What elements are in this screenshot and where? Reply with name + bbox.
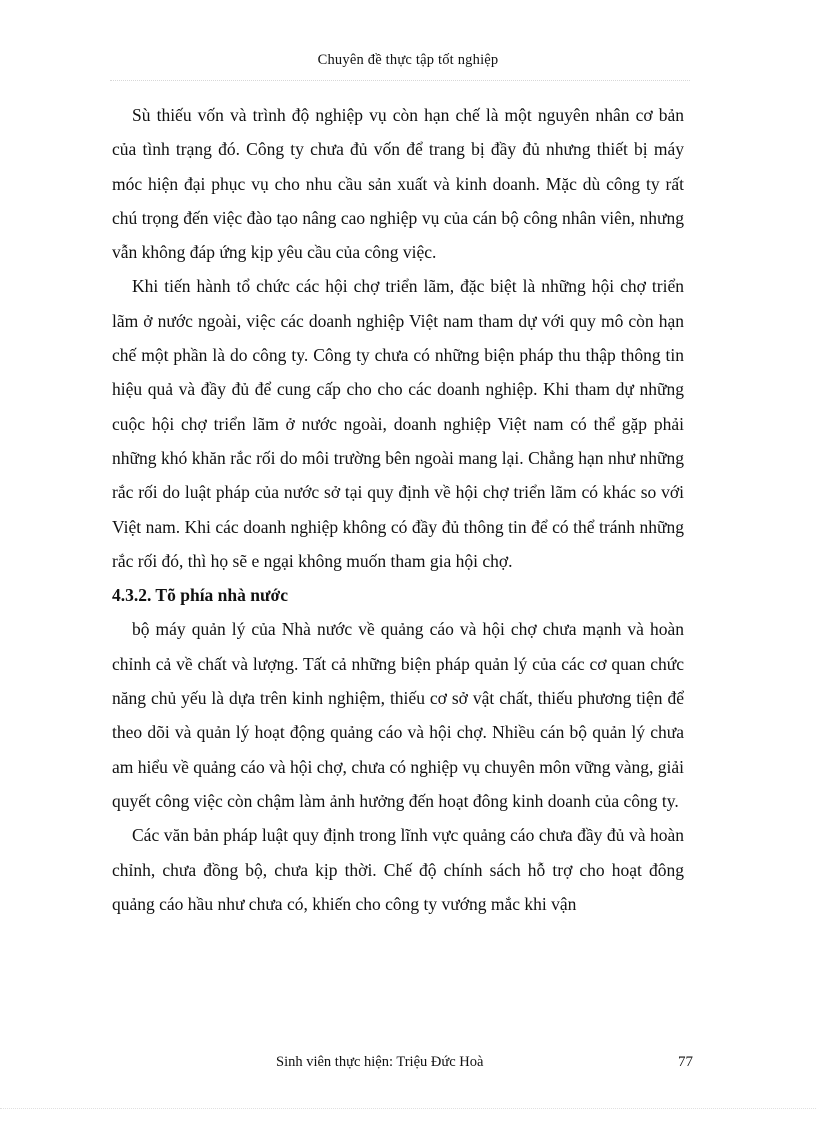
paragraph-state-management: bộ máy quản lý của Nhà nước về quảng cáo và hội chợ chưa mạnh và hoàn chỉnh cả về chất và lượng. Tất cả những biện pháp quản lý của các cơ quan chức năng chủ yếu là dựa trên kinh nghiệm, thiếu cơ sở vật chất, thiếu phương tiện để theo dõi và quản lý hoạt động quảng cáo và hội chợ. Nhiều cán bộ quản lý chưa am hiểu về quảng cáo và hội chợ, chưa có nghiệp vụ chuyên môn vững vàng, giải quyết công việc còn chậm làm ảnh hưởng đến hoạt đông kinh doanh của công ty. xyxy=(112,619,684,811)
paragraph-trade-fair: Khi tiến hành tổ chức các hội chợ triển lãm, đặc biệt là những hội chợ triển lãm ở nước ngoài, việc các doanh nghiệp Việt nam tham dự với quy mô còn hạn chế một phần là do công ty. Công ty chưa có những biện pháp thu thập thông tin hiệu quả và đầy đủ để cung cấp cho cho các doanh nghiệp. Khi tham dự những cuộc hội chợ triển lãm ở nước ngoài, doanh nghiệp Việt nam có thể gặp phải những khó khăn rắc rối do môi trường bên ngoài mang lại. Chẳng hạn như những rắc rối do luật pháp của nước sở tại quy định về hội chợ triển lãm có khác so với Việt nam. Khi các doanh nghiệp không có đầy đủ thông tin để có thể tránh những rắc rối đó, thì họ sẽ e ngại không muốn tham gia hội chợ. xyxy=(112,276,684,571)
page-body xyxy=(112,98,684,921)
paragraph-legal-documents: Các văn bản pháp luật quy định trong lĩnh vực quảng cáo chưa đầy đủ và hoàn chỉnh, chưa đồng bộ, chưa kịp thời. Chế độ chính sách hỗ trợ cho hoạt đông quảng cáo hầu như chưa có, khiến cho công ty vướng mắc khi vận xyxy=(112,825,684,914)
page-number: 77 xyxy=(678,1054,693,1070)
section-heading: 4.3.2. Tõ phía nhà nước xyxy=(112,585,288,606)
page-header: Chuyên đề thực tập tốt nghiệp xyxy=(317,52,499,68)
footer-author: Sinh viên thực hiện: Triệu Đức Hoà xyxy=(276,1054,484,1070)
paragraph-capital-shortage: Sù thiếu vốn và trình độ nghiệp vụ còn hạn chế là một nguyên nhân cơ bản của tình trạng đó. Công ty chưa đủ vốn để trang bị đầy đủ nhưng thiết bị máy móc hiện đại phục vụ cho nhu cầu sản xuất và kinh doanh. Mặc dù công ty rất chú trọng đến việc đào tạo nâng cao nghiệp vụ của cán bộ công nhân viên, nhưng vẫn không đáp ứng kịp yêu cầu của công việc. xyxy=(112,105,684,263)
header-divider xyxy=(110,80,690,81)
bottom-divider xyxy=(0,1108,816,1109)
